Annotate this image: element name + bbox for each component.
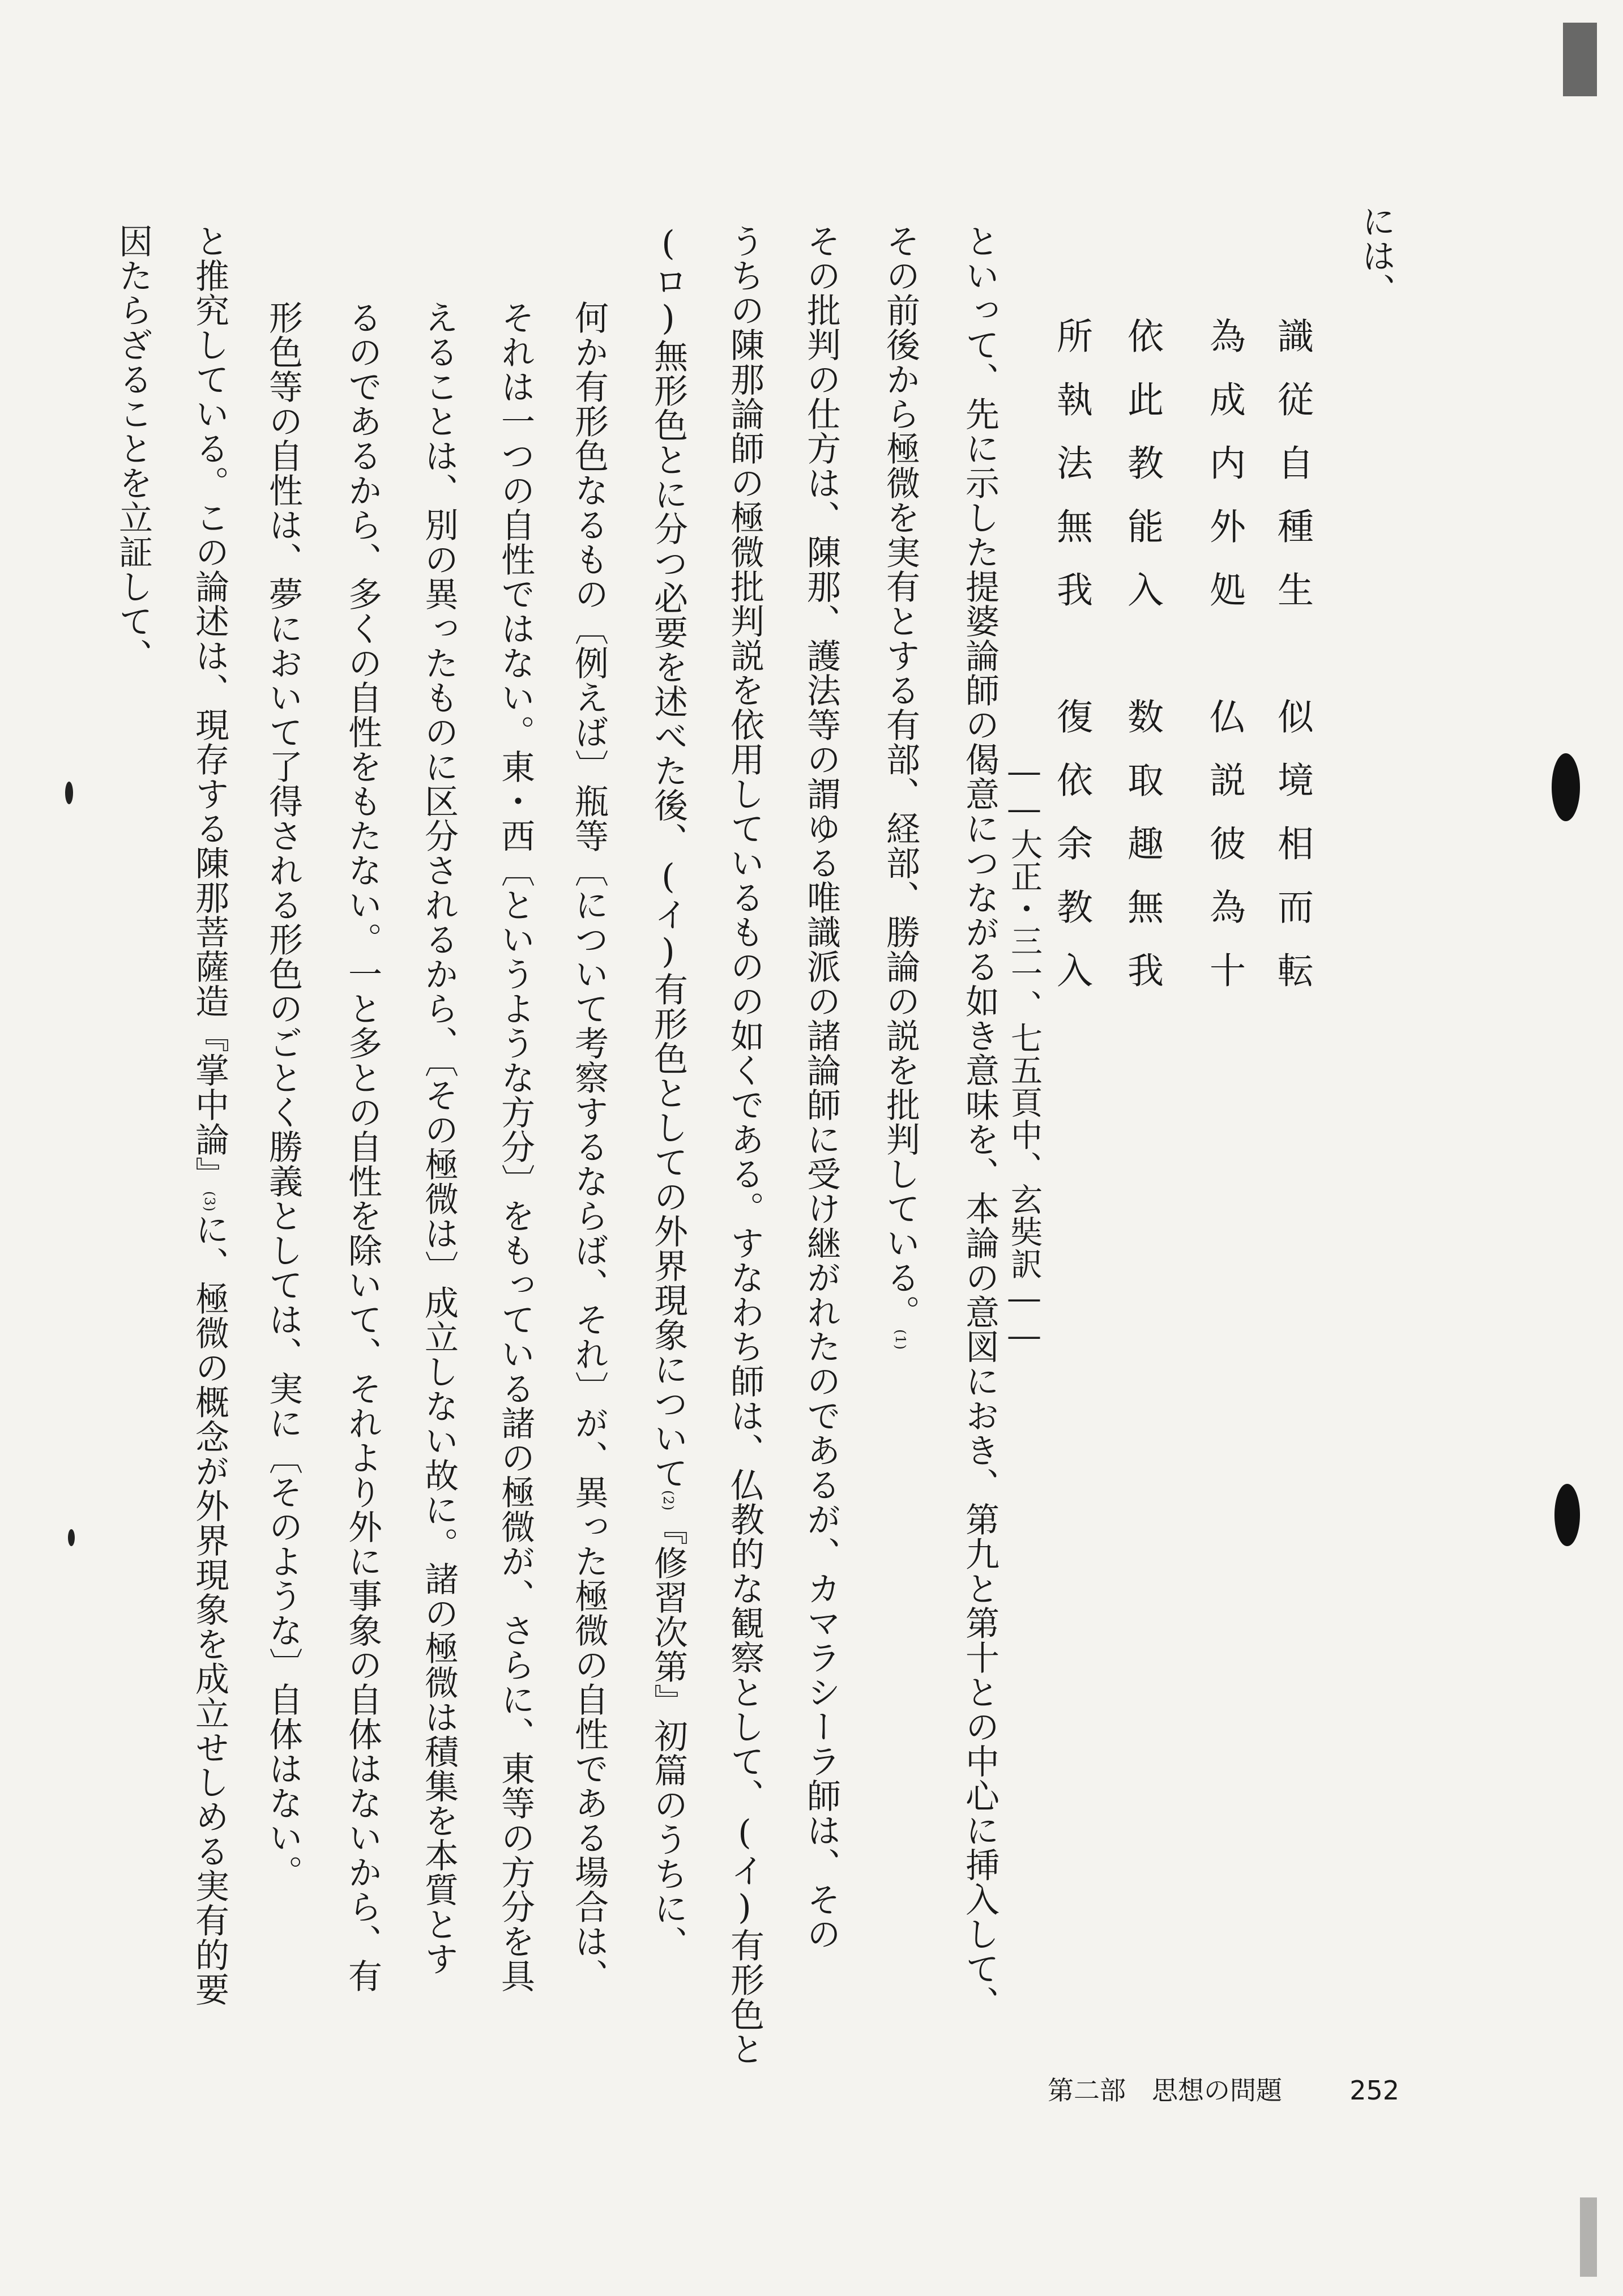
footnote-ref: (2) [660,1490,676,1511]
body-line [648,224,688,1960]
verse-line: 依此教能入 数取趣無我 [1121,317,1163,1015]
running-footer [1048,2070,1399,2107]
body-line [190,224,229,2007]
verse-line: 識従自種生 似境相而転 [1271,317,1313,1015]
intro-line: には、 [1356,204,1396,308]
quote-line: 形色等の自性は、夢において了得される形色のごとく勝義としては、実に〔そのような〕自体はない。 [263,300,303,1889]
binder-hole [1552,753,1580,821]
quote-line: 何か有形色なるもの〔例えば〕瓶等〔について考察するならば、それ〕が、異った極微の自性である場合は、 [569,300,609,1993]
quote-line: るのであるから、多くの自性をもたない。一と多との自性を除いて、それより外に事象の自体はないから、有 [343,300,382,1993]
footnote-ref: (1) [892,1329,908,1350]
binder-hole [1554,1484,1580,1546]
body-line: その批判の仕方は、陳那、護法等の謂ゆる唯識派の諸論師に受け継がれたのであるが、カマラシーラ師は、その [801,224,841,1951]
scan-stain [1563,23,1597,96]
body-text: (ロ)無形色とに分つ必要を述べた後、(イ)有形色としての外界現象について [648,224,688,1490]
scan-speck [68,1529,75,1546]
body-text: と推究している。この論述は、現存する陳那菩薩造『掌中論』 [190,224,229,1191]
body-line: うちの陳那論師の極微批判説を依用しているものの如くである。すなわち師は、仏教的な観察として、(イ)有形色と [725,224,764,2066]
verse-line: 所執法無我 復依余教入 [1050,317,1092,1015]
body-text: 『修習次第』初篇のうちに、 [648,1511,688,1960]
scan-speck [65,782,73,804]
body-line: 因たらざることを立証して、 [113,224,153,673]
verse-line: 為成内外処 仏説彼為十 [1203,317,1245,1015]
body-line [881,224,920,1350]
scan-stain [1580,2197,1597,2277]
body-text: その前後から極微を実有とする有部、経部、勝論の説を批判している。 [881,224,920,1329]
quote-line: えることは、別の異ったものに区分されるから、〔その極微は〕成立しない故に。諸の極微は積集を本質とす [419,300,459,1976]
footnote-ref: (3) [202,1191,217,1212]
body-line: といって、先に示した提婆論師の偈意につながる如き意味を、本論の意図におき、第九と第十との中心に挿入して、 [960,224,1000,2020]
body-text: に、極微の概念が外界現象を成立せしめる実有的要 [190,1212,229,2007]
page-number: 252 [1349,2075,1400,2106]
citation: ――大正・三一、七五頁中、玄奘訳―― [1006,753,1043,1355]
section-title: 第二部 思想の問題 [1048,2075,1282,2106]
quote-line: それは一つの自性ではない。東・西〔というような方分〕をもっている諸の極微が、さらに、東等の方分を具 [496,300,535,1993]
